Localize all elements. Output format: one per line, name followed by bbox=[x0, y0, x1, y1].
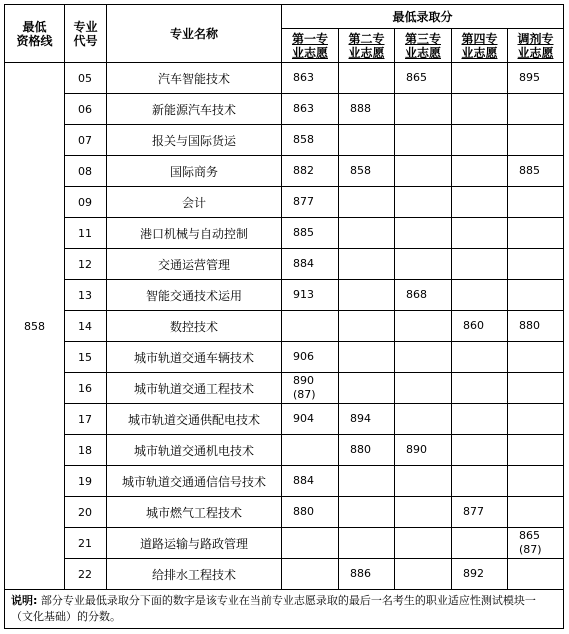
score-value: 886 bbox=[350, 567, 371, 580]
table-row bbox=[5, 218, 564, 249]
table-body bbox=[5, 63, 564, 590]
score-cell-choice-1 bbox=[282, 249, 339, 280]
major-name: 汽车智能技术 bbox=[107, 63, 282, 94]
score-value: 877 bbox=[463, 505, 484, 518]
score-value: 885 bbox=[293, 226, 314, 239]
table-row bbox=[5, 466, 564, 497]
score-value: 858 bbox=[350, 164, 371, 177]
score-cell-choice-4 bbox=[452, 559, 508, 590]
score-cell-choice-4 bbox=[452, 497, 508, 528]
score-cell-choice-5 bbox=[508, 187, 564, 218]
score-cell-choice-5 bbox=[508, 528, 564, 559]
score-cell-choice-2 bbox=[339, 156, 395, 187]
major-name: 港口机械与自动控制 bbox=[107, 218, 282, 249]
score-value: 894 bbox=[350, 412, 371, 425]
header-choice-1: 第一专 业志愿 bbox=[282, 29, 339, 63]
score-cell-choice-1 bbox=[282, 218, 339, 249]
header-major-code-line2: 代号 bbox=[73, 33, 98, 48]
score-cell-choice-3 bbox=[395, 249, 452, 280]
table-row bbox=[5, 435, 564, 466]
min-qualification-value: 858 bbox=[5, 63, 65, 590]
score-cell-choice-4 bbox=[452, 156, 508, 187]
score-value: 880 bbox=[350, 443, 371, 456]
score-value: 895 bbox=[519, 71, 540, 84]
score-cell-choice-2 bbox=[339, 94, 395, 125]
score-cell-choice-1 bbox=[282, 528, 339, 559]
major-name: 交通运营管理 bbox=[107, 249, 282, 280]
score-cell-choice-5 bbox=[508, 559, 564, 590]
major-name: 城市轨道交通机电技术 bbox=[107, 435, 282, 466]
header-min-admission-score: 最低录取分 bbox=[282, 5, 564, 29]
header-major-name: 专业名称 bbox=[107, 5, 282, 63]
score-cell-choice-4 bbox=[452, 63, 508, 94]
table-row bbox=[5, 280, 564, 311]
score-cell-choice-4 bbox=[452, 125, 508, 156]
major-name: 智能交通技术运用 bbox=[107, 280, 282, 311]
score-value: 890 bbox=[293, 374, 314, 387]
table-row bbox=[5, 404, 564, 435]
score-cell-choice-2 bbox=[339, 280, 395, 311]
major-name: 城市轨道交通供配电技术 bbox=[107, 404, 282, 435]
culture-score-value: (87) bbox=[519, 543, 542, 556]
note-row bbox=[5, 590, 564, 629]
score-value: 863 bbox=[293, 71, 314, 84]
score-cell-choice-4 bbox=[452, 435, 508, 466]
score-cell-choice-3 bbox=[395, 187, 452, 218]
score-cell-choice-3 bbox=[395, 373, 452, 404]
score-value: 884 bbox=[293, 474, 314, 487]
score-value: 884 bbox=[293, 257, 314, 270]
note-label: 说明: bbox=[11, 594, 38, 607]
score-value: 885 bbox=[519, 164, 540, 177]
score-cell-choice-5 bbox=[508, 466, 564, 497]
note-text: 部分专业最低录取分下面的数字是该专业在当前专业志愿录取的最后一名考生的职业适应性测试模块一（文化基础）的分数。 bbox=[11, 594, 536, 623]
header-min-qualification bbox=[5, 5, 65, 63]
major-name: 城市轨道交通工程技术 bbox=[107, 373, 282, 404]
major-code: 19 bbox=[65, 466, 107, 497]
table-row bbox=[5, 528, 564, 559]
score-cell-choice-4 bbox=[452, 249, 508, 280]
major-name: 国际商务 bbox=[107, 156, 282, 187]
header-major-code bbox=[65, 5, 107, 63]
header-major-code-line1: 专业 bbox=[73, 19, 98, 34]
score-value: 913 bbox=[293, 288, 314, 301]
score-cell-choice-2 bbox=[339, 373, 395, 404]
table-row bbox=[5, 125, 564, 156]
table-row bbox=[5, 156, 564, 187]
table-row bbox=[5, 342, 564, 373]
score-cell-choice-5 bbox=[508, 63, 564, 94]
score-cell-choice-3 bbox=[395, 311, 452, 342]
major-code: 18 bbox=[65, 435, 107, 466]
table-row bbox=[5, 249, 564, 280]
score-cell-choice-4 bbox=[452, 187, 508, 218]
score-cell-choice-1 bbox=[282, 280, 339, 311]
score-cell-choice-2 bbox=[339, 404, 395, 435]
major-name: 城市燃气工程技术 bbox=[107, 497, 282, 528]
score-cell-choice-5 bbox=[508, 249, 564, 280]
score-cell-choice-4 bbox=[452, 218, 508, 249]
score-value: 858 bbox=[293, 133, 314, 146]
score-cell-choice-3 bbox=[395, 342, 452, 373]
score-cell-choice-1 bbox=[282, 497, 339, 528]
major-name: 会计 bbox=[107, 187, 282, 218]
score-value: 860 bbox=[463, 319, 484, 332]
major-name: 新能源汽车技术 bbox=[107, 94, 282, 125]
score-cell-choice-4 bbox=[452, 404, 508, 435]
header-choice-adjusted: 调剂专 业志愿 bbox=[508, 29, 564, 63]
header-choice-3: 第三专 业志愿 bbox=[395, 29, 452, 63]
table-row bbox=[5, 373, 564, 404]
header-row-top bbox=[5, 5, 564, 29]
header-min-qualification-line1: 最低 bbox=[22, 19, 47, 34]
score-cell-choice-5 bbox=[508, 280, 564, 311]
score-value: 906 bbox=[293, 350, 314, 363]
score-cell-choice-1 bbox=[282, 435, 339, 466]
score-cell-choice-2 bbox=[339, 559, 395, 590]
header-choice-4: 第四专 业志愿 bbox=[452, 29, 508, 63]
score-value: 880 bbox=[519, 319, 540, 332]
major-code: 11 bbox=[65, 218, 107, 249]
score-cell-choice-1 bbox=[282, 125, 339, 156]
major-code: 12 bbox=[65, 249, 107, 280]
major-code: 06 bbox=[65, 94, 107, 125]
score-cell-choice-3 bbox=[395, 125, 452, 156]
major-name: 城市轨道交通通信信号技术 bbox=[107, 466, 282, 497]
score-cell-choice-5 bbox=[508, 218, 564, 249]
major-code: 13 bbox=[65, 280, 107, 311]
table-row bbox=[5, 94, 564, 125]
table-row bbox=[5, 63, 564, 94]
table-row bbox=[5, 497, 564, 528]
score-cell-choice-5 bbox=[508, 497, 564, 528]
score-cell-choice-5 bbox=[508, 342, 564, 373]
score-cell-choice-4 bbox=[452, 373, 508, 404]
score-cell-choice-4 bbox=[452, 342, 508, 373]
score-cell-choice-1 bbox=[282, 94, 339, 125]
major-code: 15 bbox=[65, 342, 107, 373]
score-cell-choice-3 bbox=[395, 559, 452, 590]
major-name: 给排水工程技术 bbox=[107, 559, 282, 590]
score-cell-choice-2 bbox=[339, 528, 395, 559]
score-cell-choice-3 bbox=[395, 156, 452, 187]
major-code: 21 bbox=[65, 528, 107, 559]
major-name: 数控技术 bbox=[107, 311, 282, 342]
score-cell-choice-1 bbox=[282, 342, 339, 373]
major-code: 05 bbox=[65, 63, 107, 94]
score-cell-choice-5 bbox=[508, 94, 564, 125]
score-cell-choice-5 bbox=[508, 404, 564, 435]
score-cell-choice-3 bbox=[395, 404, 452, 435]
table-row bbox=[5, 311, 564, 342]
score-cell-choice-3 bbox=[395, 94, 452, 125]
major-code: 20 bbox=[65, 497, 107, 528]
major-code: 17 bbox=[65, 404, 107, 435]
major-name: 报关与国际货运 bbox=[107, 125, 282, 156]
score-value: 892 bbox=[463, 567, 484, 580]
score-cell-choice-3 bbox=[395, 218, 452, 249]
score-cell-choice-1 bbox=[282, 373, 339, 404]
score-cell-choice-1 bbox=[282, 187, 339, 218]
score-value: 888 bbox=[350, 102, 371, 115]
score-cell-choice-2 bbox=[339, 249, 395, 280]
table-row bbox=[5, 559, 564, 590]
header-min-qualification-line2: 资格线 bbox=[16, 33, 53, 48]
score-cell-choice-2 bbox=[339, 218, 395, 249]
score-value: 868 bbox=[406, 288, 427, 301]
major-code: 08 bbox=[65, 156, 107, 187]
major-code: 07 bbox=[65, 125, 107, 156]
culture-score-value: (87) bbox=[293, 388, 316, 401]
score-cell-choice-3 bbox=[395, 280, 452, 311]
score-cell-choice-1 bbox=[282, 156, 339, 187]
score-value: 865 bbox=[406, 71, 427, 84]
score-cell-choice-2 bbox=[339, 63, 395, 94]
score-cell-choice-1 bbox=[282, 63, 339, 94]
score-value: 863 bbox=[293, 102, 314, 115]
score-cell-choice-5 bbox=[508, 156, 564, 187]
score-cell-choice-3 bbox=[395, 63, 452, 94]
table-row bbox=[5, 187, 564, 218]
score-cell-choice-3 bbox=[395, 497, 452, 528]
major-name: 城市轨道交通车辆技术 bbox=[107, 342, 282, 373]
score-value: 882 bbox=[293, 164, 314, 177]
score-cell-choice-3 bbox=[395, 435, 452, 466]
score-cell-choice-3 bbox=[395, 466, 452, 497]
major-code: 16 bbox=[65, 373, 107, 404]
score-cell-choice-5 bbox=[508, 311, 564, 342]
score-cell-choice-4 bbox=[452, 311, 508, 342]
score-cell-choice-5 bbox=[508, 373, 564, 404]
score-cell-choice-2 bbox=[339, 497, 395, 528]
score-cell-choice-1 bbox=[282, 404, 339, 435]
note-cell bbox=[5, 590, 564, 629]
major-code: 14 bbox=[65, 311, 107, 342]
score-cell-choice-2 bbox=[339, 435, 395, 466]
header-choice-2: 第二专 业志愿 bbox=[339, 29, 395, 63]
score-value: 865 bbox=[519, 529, 540, 542]
score-cell-choice-1 bbox=[282, 466, 339, 497]
score-cell-choice-5 bbox=[508, 125, 564, 156]
score-cell-choice-4 bbox=[452, 280, 508, 311]
score-cell-choice-3 bbox=[395, 528, 452, 559]
score-cell-choice-2 bbox=[339, 466, 395, 497]
score-cell-choice-2 bbox=[339, 311, 395, 342]
score-value: 880 bbox=[293, 505, 314, 518]
major-code: 22 bbox=[65, 559, 107, 590]
major-code: 09 bbox=[65, 187, 107, 218]
score-cell-choice-2 bbox=[339, 342, 395, 373]
score-cell-choice-4 bbox=[452, 94, 508, 125]
major-name: 道路运输与路政管理 bbox=[107, 528, 282, 559]
score-cell-choice-1 bbox=[282, 311, 339, 342]
score-cell-choice-1 bbox=[282, 559, 339, 590]
score-value: 877 bbox=[293, 195, 314, 208]
score-cell-choice-2 bbox=[339, 187, 395, 218]
score-value: 890 bbox=[406, 443, 427, 456]
score-cell-choice-2 bbox=[339, 125, 395, 156]
admission-score-table bbox=[4, 4, 564, 629]
score-value: 904 bbox=[293, 412, 314, 425]
score-cell-choice-4 bbox=[452, 466, 508, 497]
score-cell-choice-4 bbox=[452, 528, 508, 559]
admission-score-document bbox=[4, 4, 563, 629]
score-cell-choice-5 bbox=[508, 435, 564, 466]
